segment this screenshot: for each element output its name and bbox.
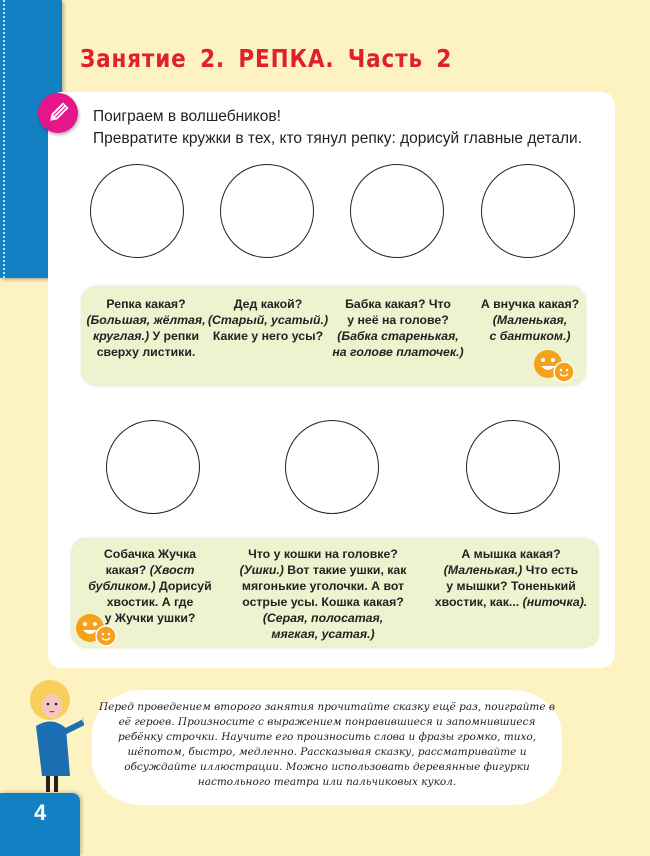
hint-text: (Серая, полосатая, мягкая, усатая.) <box>262 611 384 641</box>
drawing-circle-cat[interactable] <box>285 420 379 514</box>
hint-text: У репки сверху листики. <box>96 329 200 359</box>
drawing-circle-turnip[interactable] <box>90 164 184 258</box>
hint-text: Что есть у мышки? Тоненький хвостик, как... <box>434 563 579 609</box>
hint-text: (ниточка). <box>522 595 588 609</box>
hint-turnip <box>86 296 206 360</box>
smiley-faces-icon <box>74 612 122 648</box>
task-line-1: Поиграем в волшебников! <box>93 108 281 125</box>
hint-text: Бабка какая? Что у неё на голове? <box>345 297 451 327</box>
hint-text: А мышка какая? <box>461 547 561 561</box>
task-line-2: Превратите кружки в тех, кто тянул репку: дорисуй главные детали. <box>93 130 583 147</box>
hint-text: (Бабка старенькая, на голове платочек.) <box>332 329 464 359</box>
page-title: Занятие 2. РЕПКА. Часть 2 <box>80 44 453 73</box>
drawing-circle-dog[interactable] <box>106 420 200 514</box>
hint-grandpa <box>206 296 330 344</box>
hint-text: Собачка Жучка какая? <box>103 547 197 577</box>
drawing-circle-grandpa[interactable] <box>220 164 314 258</box>
hint-text: (Маленькая, с бантиком.) <box>489 313 571 343</box>
hint-text: (Маленькая.) <box>443 563 523 577</box>
parent-note-text: Перед проведением второго занятия прочитайте сказку ещё раз, поиграйте в её героев. Произносите с выражением понравившиеся и запомнившиеся ребёнку строчки. Научите его произносить слова и фразы громко, тихо, шёпотом, быстро, медленно. Рассказывая сказку, рассматривайте и обсуждайте иллюстрации. Можно использовать деревянные фигурки настольного театра или пальчиковых кукол. <box>98 701 556 788</box>
task-instructions <box>93 106 582 150</box>
page-number: 4 <box>34 800 47 825</box>
hint-text: Репка какая? <box>106 297 186 311</box>
hint-text: (Хвост бубликом.) <box>88 563 195 593</box>
hint-grandma <box>330 296 466 360</box>
hint-text: (Большая, жёлтая, круглая.) <box>86 313 206 343</box>
hint-mouse <box>420 546 602 610</box>
hint-text: Дорисуй хвостик. А где у Жучки ушки? <box>104 579 212 625</box>
hint-text: А внучка какая? <box>480 297 580 311</box>
hint-text: (Старый, усатый.) <box>207 313 329 327</box>
hint-cat <box>228 546 418 642</box>
smiley-faces-icon <box>532 348 580 384</box>
drawing-circle-mouse[interactable] <box>466 420 560 514</box>
hint-text: (Ушки.) <box>239 563 284 577</box>
teacher-illustration <box>18 676 84 796</box>
hint-text: Дед какой? <box>233 297 303 311</box>
hint-granddaughter <box>470 296 590 344</box>
hint-text: Что у кошки на головке? <box>248 547 398 561</box>
pencil-icon <box>38 93 78 133</box>
drawing-circle-grandma[interactable] <box>350 164 444 258</box>
hint-text: Вот такие ушки, как мягонькие уголочки. А вот острые усы. Кошка какая? <box>241 563 407 609</box>
hint-text: Какие у него усы? <box>212 329 324 343</box>
drawing-circle-granddaughter[interactable] <box>481 164 575 258</box>
